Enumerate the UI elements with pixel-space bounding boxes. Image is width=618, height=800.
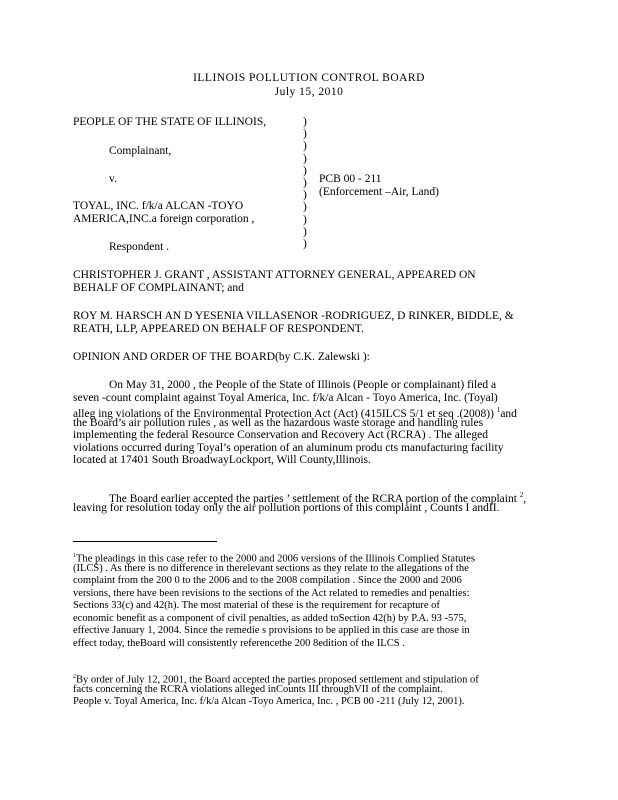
- case-type: (Enforcement –Air, Land): [319, 186, 439, 198]
- footnote-line: (ILCS) . As there is no difference in therelevant sections as they relate to the allegations of the: [73, 562, 469, 574]
- paragraph-line: located at 17401 South BroadwayLockport, Will County,Illinois.: [73, 454, 371, 466]
- caption-versus: v.: [109, 173, 117, 185]
- caption-paren: ): [303, 140, 307, 153]
- paragraph-text: alleg ing violations of the Environmental Protection Act (Act) (415ILCS 5/1 et seq .(2008)): [73, 407, 494, 420]
- decision-date: July 15, 2010: [274, 86, 344, 98]
- board-title: ILLINOIS POLLUTION CONTROL BOARD: [193, 72, 425, 84]
- caption-paren: ): [303, 128, 307, 141]
- footnote-line: [73, 550, 535, 563]
- caption-parenthesis-column: [303, 116, 313, 250]
- footnote-line: effective January 1, 2004. Since the remedie s provisions to be applied in this case are those in: [73, 625, 470, 636]
- paragraph-line: [73, 404, 535, 420]
- paragraph-line: implementing the federal Resource Conservation and Recovery Act (RCRA) . The alleged: [73, 429, 488, 441]
- case-number: PCB 00 - 211: [319, 173, 382, 185]
- footnote-ref-1[interactable]: 1: [496, 406, 501, 414]
- footnote-1: [73, 550, 535, 650]
- appearance-respondent-line1: ROY M. HARSCH AN D YESENIA VILLASENOR -RODRIGUEZ, D RINKER, BIDDLE, &: [73, 310, 514, 322]
- paragraph-line: The Board earlier accepted the parties ’ settlement of the RCRA portion of the complaint $^2$,: [109, 491, 527, 505]
- caption-paren: ): [303, 176, 307, 189]
- paragraph-text: The Board earlier accepted the parties ’ settlement of the RCRA portion of the complaint: [109, 492, 517, 505]
- footnote-line: versions, there have been revisions to the sections of the Act related to remedies and penalties:: [73, 587, 470, 599]
- caption-paren: ): [303, 152, 307, 165]
- paragraph-line: seven -count complaint against Toyal America, Inc. f/k/a Alcan - Toyo America, Inc. (Toyal): [73, 391, 498, 404]
- footnote-ref-2[interactable]: 2: [519, 491, 524, 499]
- caption-paren: ): [303, 213, 307, 226]
- caption-paren: ): [303, 164, 307, 177]
- caption-paren: ): [303, 225, 307, 238]
- appearance-complainant-line1: CHRISTOPHER J. GRANT , ASSISTANT ATTORNEY GENERAL, APPEARED ON: [73, 269, 476, 281]
- footnote-2: [73, 671, 535, 709]
- footnote-line: facts concerning the RCRA violations alleged inCounts III throughVII of the complaint.: [73, 683, 443, 695]
- paragraph-text: and: [500, 407, 517, 420]
- footnote-line: economic benefit as a component of civil penalties, as added toSection 42(h) by P.A. 93 -575,: [73, 612, 467, 624]
- caption-paren: ): [303, 189, 307, 202]
- footnote-divider: [73, 541, 217, 542]
- caption-people: PEOPLE OF THE STATE OF ILLINOIS,: [73, 116, 267, 128]
- footnote-text: By order of July 12, 2001, the Board accepted the parties proposed settlement and stipulation of: [76, 674, 479, 686]
- caption-paren: ): [303, 116, 307, 128]
- caption-complainant: Complainant,: [109, 145, 172, 157]
- footnote-line: Sections 33(c) and 42(h). The most material of these is the requirement for recapture of: [73, 600, 440, 611]
- caption-respondent: Respondent .: [109, 241, 170, 253]
- paragraph-line: leaving for resolution today only the air pollution portions of this complaint , Counts I andII.: [73, 501, 500, 514]
- caption-respondent-name-line2: AMERICA,INC.a foreign corporation ,: [73, 213, 255, 225]
- caption-paren: ): [303, 201, 307, 214]
- footnote-mark: 1: [73, 553, 76, 559]
- appearance-complainant-line2: BEHALF OF COMPLAINANT; and: [73, 282, 244, 294]
- footnote-line: effect today, theBoard will consistently referencethe 200 8edition of the ILCS .: [73, 637, 405, 649]
- footnote-text: The pleadings in this case refer to the 2000 and 2006 versions of the Illinois Complied Statutes: [76, 553, 475, 565]
- footnote-line: [73, 671, 535, 684]
- caption-respondent-name-line1: TOYAL, INC. f/k/a ALCAN -TOYO: [73, 200, 244, 212]
- paragraph-2: [73, 489, 535, 514]
- paragraph-line: violations occurred during Toyal’s operation of an aluminum produ cts manufacturing facility: [73, 441, 504, 454]
- paragraph-line: the Board’s air pollution rules , as well as the hazardous waste storage and handling rules: [73, 416, 484, 429]
- footnote-mark: 2: [73, 674, 76, 680]
- paragraph-1: [73, 379, 535, 467]
- footnote-line: People v. Toyal America, Inc. f/k/a Alcan -Toyo America, Inc. , PCB 00 -211 (July 12, 2001).: [73, 696, 465, 707]
- appearance-respondent-line2: REATH, LLP, APPEARED ON BEHALF OF RESPONDENT.: [73, 323, 364, 335]
- caption-paren: ): [303, 237, 307, 250]
- footnote-line: complaint from the 200 0 to the 2006 and to the 2008 compilation . Since the 2000 and 2006: [73, 575, 462, 586]
- paragraph-line: On May 31, 2000 , the People of the State of Illinois (People or complainant) filed a: [109, 379, 497, 391]
- opinion-heading: OPINION AND ORDER OF THE BOARD(by C.K. Zalewski ):: [73, 351, 370, 363]
